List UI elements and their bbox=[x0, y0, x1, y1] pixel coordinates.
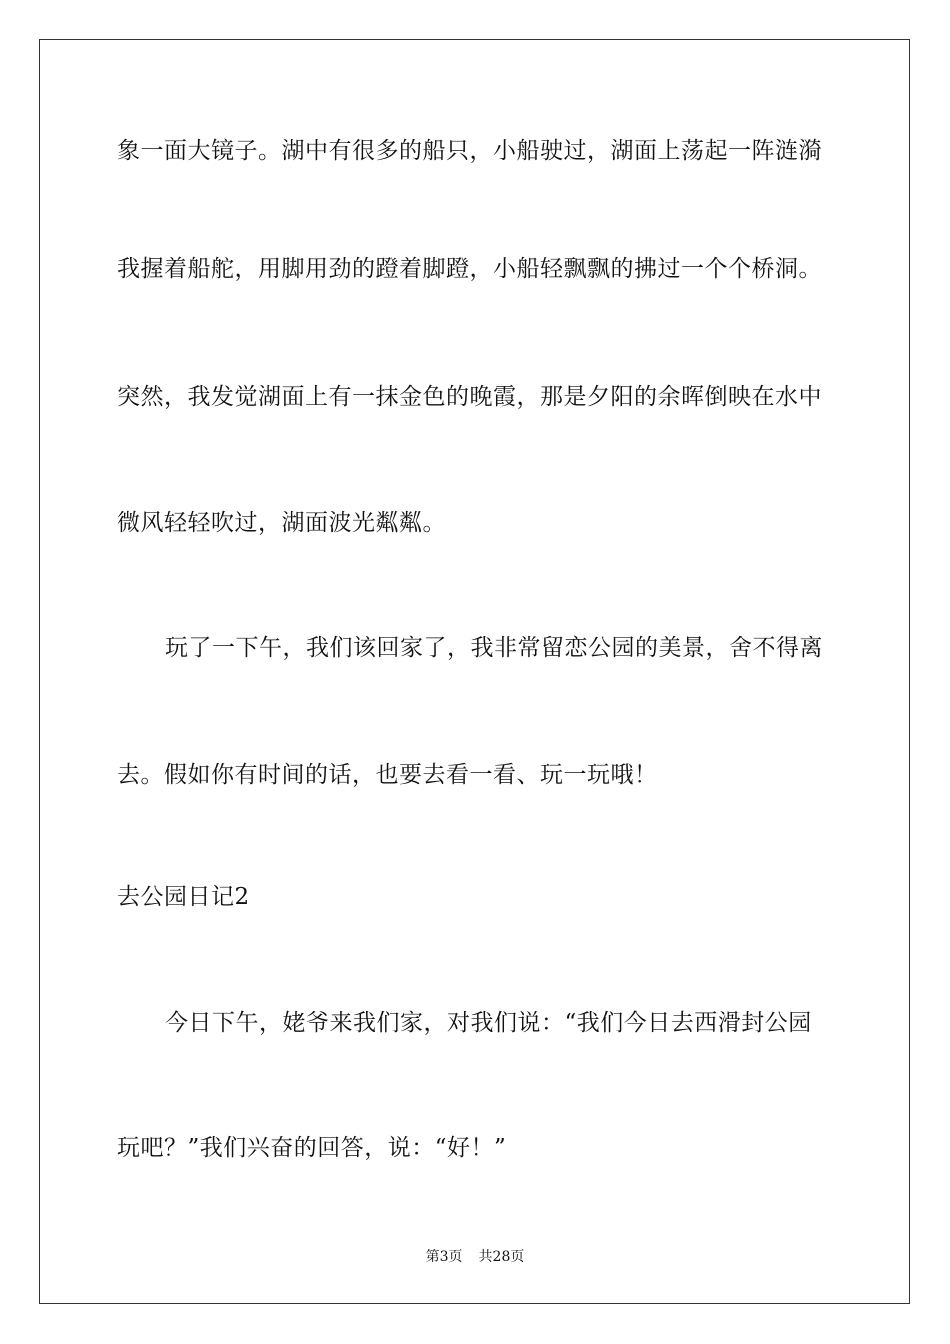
page-footer bbox=[0, 1248, 950, 1266]
text-line-4: 微风轻轻吹过，湖面波光粼粼。 bbox=[117, 510, 446, 536]
text-line-3: 突然，我发觉湖面上有一抹金色的晚霞，那是夕阳的余晖倒映在水中 bbox=[117, 384, 822, 410]
section-heading: 去公园日记2 bbox=[117, 884, 250, 910]
text-line-1: 象一面大镜子。湖中有很多的船只，小船驶过，湖面上荡起一阵涟漪 bbox=[117, 138, 822, 164]
text-line-9: 玩吧？”我们兴奋的回答，说：“好！” bbox=[117, 1135, 507, 1161]
page-total: 共28页 bbox=[478, 1249, 525, 1265]
text-line-5: 玩了一下午，我们该回家了，我非常留恋公园的美景，舍不得离 bbox=[165, 635, 823, 661]
text-line-6: 去。假如你有时间的话，也要去看一看、玩一玩哦！ bbox=[117, 762, 658, 788]
page-number: 第3页 bbox=[425, 1249, 463, 1265]
text-line-2: 我握着船舵，用脚用劲的蹬着脚蹬，小船轻飘飘的拂过一个个桥洞。 bbox=[117, 256, 822, 282]
text-line-8: 今日下午，姥爷来我们家，对我们说：“我们今日去西滑封公园 bbox=[165, 1010, 812, 1036]
page-frame bbox=[39, 39, 910, 1304]
